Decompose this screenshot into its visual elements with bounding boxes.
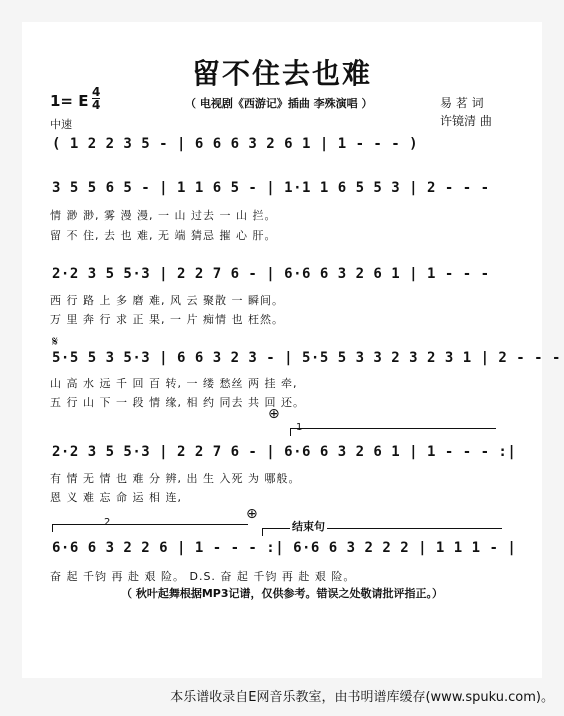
volta-bracket-2-start (52, 524, 53, 532)
intro-notes: ( 1 2 2 3 5 - | 6 6 6 3 2 6 1 | 1 - - - ) (52, 136, 419, 152)
coda-sign-1: ⊕ (268, 406, 280, 422)
ending-section-label: 结束句 (292, 520, 325, 533)
song-subtitle: （ 电视剧《西游记》插曲 李殊演唱 ） (185, 97, 373, 110)
lyrics-row-2-verse-1: 西 行 路 上 多 磨 难, 风 云 聚散 一 瞬间。 (50, 294, 284, 307)
source-attribution: 本乐谱收录自E网音乐教室，由书明谱库缓存(www.spuku.com)。 (170, 690, 554, 705)
lyrics-row-1-verse-1: 情 渺 渺, 雾 漫 漫, 一 山 过去 一 山 拦。 (50, 209, 277, 222)
composer-credit: 许镜清 曲 (440, 114, 492, 128)
coda-sign-2: ⊕ (246, 506, 258, 522)
ending-bracket-start (262, 528, 263, 536)
volta-bracket-1-start (290, 428, 291, 436)
time-signature-bottom: 4 (92, 98, 101, 112)
lyrics-row-3-verse-1: 山 高 水 远 千 回 百 转, 一 缕 愁丝 两 挂 牵, (50, 377, 298, 390)
time-signature-top: 4 (92, 85, 101, 99)
notes-row-5: 6·6 6 3 2 2 6 | 1 - - - :| 6·6 6 3 2 2 2 | 1 1 1 - | (52, 540, 517, 556)
lyrics-row-3-verse-2: 五 行 山 下 一 段 情 缘, 相 约 同去 共 回 还。 (50, 396, 305, 409)
notes-row-2: 2·2 3 5 5·3 | 2 2 7 6 - | 6·6 6 3 2 6 1 | 1 - - - (52, 266, 490, 282)
lyrics-row-4-verse-1: 有 情 无 情 也 难 分 辨, 出 生 入死 为 哪般。 (50, 472, 301, 485)
notes-row-3: 5·5 5 3 5·3 | 6 6 3 2 3 - | 5·5 5 3 3 2 3 2 3 1 | 2 - - - (52, 350, 561, 366)
time-signature (92, 86, 100, 111)
lyrics-row-2-verse-2: 万 里 奔 行 求 正 果, 一 片 痴情 也 枉然。 (50, 313, 284, 326)
volta-bracket-1 (290, 428, 496, 429)
key-signature: 1= E (50, 92, 89, 110)
transcription-note: （ 秋叶起舞根据MP3记谱，仅供参考。错误之处敬请批评指正。） (121, 587, 443, 600)
song-title: 留不住去也难 (191, 57, 372, 90)
notes-row-4: 2·2 3 5 5·3 | 2 2 7 6 - | 6·6 6 3 2 6 1 | 1 - - - :| (52, 444, 517, 460)
volta-2-label: 2 (104, 517, 111, 528)
tempo-marking: 中速 (50, 118, 72, 131)
lyrics-row-1-verse-2: 留 不 住, 去 也 难, 无 端 猜忌 摧 心 肝。 (50, 229, 277, 242)
lyricist-credit: 易 茗 词 (440, 96, 484, 110)
notes-row-1: 3 5 5 6 5 - | 1 1 6 5 - | 1·1 1 6 5 5 3 | 2 - - - (52, 180, 490, 196)
segno-sign: 𝄋 (52, 334, 59, 350)
volta-1-label: 1 (296, 422, 303, 433)
lyrics-row-5: 奋 起 千钧 再 赴 艰 险。 D.S. 奋 起 千钧 再 赴 艰 险。 (50, 570, 356, 583)
lyrics-row-4-verse-2: 恩 义 难 忘 命 运 相 连, (50, 491, 182, 504)
volta-bracket-2 (52, 524, 248, 525)
